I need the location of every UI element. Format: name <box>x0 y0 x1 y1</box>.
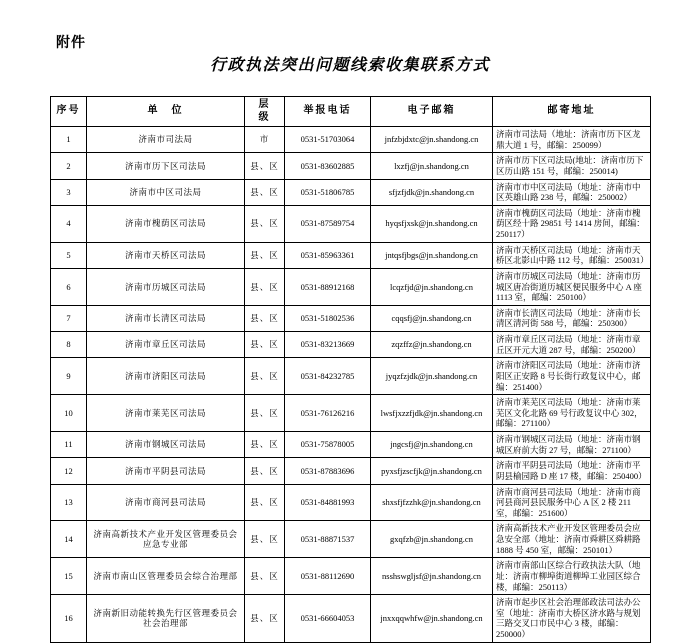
cell-level: 县、区 <box>245 595 285 643</box>
cell-index: 11 <box>51 432 87 458</box>
cell-unit: 济南市历城区司法局 <box>87 268 245 305</box>
cell-email: lcqzfjd@jn.shandong.cn <box>371 268 493 305</box>
table-header <box>51 97 651 127</box>
table-row <box>51 595 651 643</box>
cell-unit: 济南市章丘区司法局 <box>87 332 245 358</box>
cell-index: 2 <box>51 153 87 179</box>
cell-phone: 0531-51703064 <box>285 127 371 153</box>
cell-email: zqzffz@jn.shandong.cn <box>371 332 493 358</box>
table-row <box>51 305 651 331</box>
cell-unit: 济南市历下区司法局 <box>87 153 245 179</box>
table-row <box>51 558 651 595</box>
cell-address: 济南市起步区社会治理部政法司法办公室（地址：济南市大桥区济水路与规划三路交叉口市民中心 3 楼，邮编：250000） <box>493 595 651 643</box>
table-row <box>51 458 651 484</box>
cell-email: shxsfjfzzhk@jn.shandong.cn <box>371 484 493 521</box>
cell-unit: 济南市槐荫区司法局 <box>87 205 245 242</box>
cell-unit: 济南市钢城区司法局 <box>87 432 245 458</box>
col-header-phone: 举报电话 <box>285 97 371 127</box>
cell-email: lxzfj@jn.shandong.cn <box>371 153 493 179</box>
cell-unit: 济南市商河县司法局 <box>87 484 245 521</box>
cell-unit: 济南新旧动能转换先行区管理委员会社会治理部 <box>87 595 245 643</box>
cell-email: jnfzbjdxtc@jn.shandong.cn <box>371 127 493 153</box>
cell-email: sfjzfjdk@jn.shandong.cn <box>371 179 493 205</box>
page-title: 行政执法突出问题线索收集联系方式 <box>209 57 490 74</box>
cell-unit: 济南市中区司法局 <box>87 179 245 205</box>
cell-index: 7 <box>51 305 87 331</box>
cell-unit: 济南高新技术产业开发区管理委员会应急专业部 <box>87 521 245 558</box>
cell-phone: 0531-83213669 <box>285 332 371 358</box>
cell-address: 济南市平阴县司法局（地址：济南市平阴县榆园路 D 座 17 楼，邮编：250400） <box>493 458 651 484</box>
table-row <box>51 127 651 153</box>
cell-unit: 济南市天桥区司法局 <box>87 242 245 268</box>
table-header-row <box>51 97 651 127</box>
col-header-email: 电子邮箱 <box>371 97 493 127</box>
cell-phone: 0531-76126216 <box>285 395 371 432</box>
cell-index: 14 <box>51 521 87 558</box>
table-body <box>51 127 651 643</box>
cell-level: 县、区 <box>245 358 285 395</box>
cell-email: gxqfzb@jn.shandong.cn <box>371 521 493 558</box>
cell-address: 济南市南部山区综合行政执法大队（地址：济南市柳埠街道柳埠工业园区综合楼，邮编：250113） <box>493 558 651 595</box>
cell-phone: 0531-84232785 <box>285 358 371 395</box>
cell-address: 济南市天桥区司法局（地址：济南市天桥区北影山中路 112 号，邮编：250031） <box>493 242 651 268</box>
cell-index: 10 <box>51 395 87 432</box>
cell-phone: 0531-51806785 <box>285 179 371 205</box>
cell-phone: 0531-83602885 <box>285 153 371 179</box>
cell-index: 13 <box>51 484 87 521</box>
cell-phone: 0531-85963361 <box>285 242 371 268</box>
contact-table-wrapper <box>50 96 650 643</box>
cell-phone: 0531-84881993 <box>285 484 371 521</box>
cell-address: 济南市长清区司法局（地址：济南市长清区清河街 588 号，邮编：250300） <box>493 305 651 331</box>
table-row <box>51 153 651 179</box>
col-header-index: 序号 <box>51 97 87 127</box>
table-row <box>51 432 651 458</box>
cell-index: 9 <box>51 358 87 395</box>
col-header-level: 层 级 <box>245 97 285 127</box>
cell-address: 济南市司法局（地址：济南市历下区龙鼎大道 1 号，邮编：250099） <box>493 127 651 153</box>
cell-unit: 济南市莱芜区司法局 <box>87 395 245 432</box>
table-row <box>51 521 651 558</box>
cell-unit: 济南市平阴县司法局 <box>87 458 245 484</box>
table-row <box>51 484 651 521</box>
cell-phone: 0531-51802536 <box>285 305 371 331</box>
table-row <box>51 268 651 305</box>
table-row <box>51 242 651 268</box>
cell-phone: 0531-88912168 <box>285 268 371 305</box>
cell-email: jyqzfzjdk@jn.shandong.cn <box>371 358 493 395</box>
col-header-address: 邮寄地址 <box>493 97 651 127</box>
attachment-label: 附件 <box>56 36 86 51</box>
cell-level: 县、区 <box>245 521 285 558</box>
table-row <box>51 395 651 432</box>
cell-index: 6 <box>51 268 87 305</box>
cell-unit: 济南市长清区司法局 <box>87 305 245 331</box>
cell-email: jnxxqqwhfw@jn.shandong.cn <box>371 595 493 643</box>
cell-index: 3 <box>51 179 87 205</box>
cell-address: 济南市历城区司法局（地址：济南市历城区唐冶街道历城区便民服务中心 A 座 1113 室，邮编：250100） <box>493 268 651 305</box>
col-header-unit: 单 位 <box>87 97 245 127</box>
cell-email: jngcsfj@jn.shandong.cn <box>371 432 493 458</box>
cell-index: 5 <box>51 242 87 268</box>
cell-address: 济南市历下区司法局(地址：济南市历下区历山路 151 号，邮编：250014) <box>493 153 651 179</box>
cell-unit: 济南市济阳区司法局 <box>87 358 245 395</box>
cell-address: 济南市市中区司法局（地址：济南市中区英雄山路 238 号，邮编：250002） <box>493 179 651 205</box>
cell-email: nsshswgljsf@jn.shandong.cn <box>371 558 493 595</box>
cell-address: 济南市莱芜区司法局（地址：济南市莱芜区文化北路 69 号行政复议中心 302，邮编：271100） <box>493 395 651 432</box>
cell-address: 济南市槐荫区司法局（地址：济南市槐荫区经十路 29851 号 1414 房间，邮编：250117） <box>493 205 651 242</box>
table-row <box>51 332 651 358</box>
cell-level: 县、区 <box>245 432 285 458</box>
cell-level: 县、区 <box>245 305 285 331</box>
cell-level: 县、区 <box>245 268 285 305</box>
cell-level: 县、区 <box>245 332 285 358</box>
cell-email: jntqsfjbgs@jn.shandong.cn <box>371 242 493 268</box>
cell-address: 济南市济阳区司法局（地址：济南市济阳区正安路 8 号长街行政复议中心，邮编：251400） <box>493 358 651 395</box>
cell-address: 济南高新技术产业开发区管理委员会应急安全部（地址：济南市舜耕区舜耕路 1888 号 450 室，邮编：250101） <box>493 521 651 558</box>
cell-level: 县、区 <box>245 153 285 179</box>
cell-address: 济南市钢城区司法局（地址：济南市钢城区府前大街 27 号，邮编：271100） <box>493 432 651 458</box>
cell-email: pyxsfjzscfjk@jn.shandong.cn <box>371 458 493 484</box>
cell-index: 1 <box>51 127 87 153</box>
cell-index: 12 <box>51 458 87 484</box>
cell-level: 市 <box>245 127 285 153</box>
cell-address: 济南市章丘区司法局（地址：济南市章丘区开元大道 287 号，邮编：250200） <box>493 332 651 358</box>
cell-level: 县、区 <box>245 205 285 242</box>
cell-level: 县、区 <box>245 179 285 205</box>
cell-phone: 0531-88871537 <box>285 521 371 558</box>
cell-phone: 0531-87589754 <box>285 205 371 242</box>
cell-level: 县、区 <box>245 458 285 484</box>
cell-phone: 0531-75878005 <box>285 432 371 458</box>
cell-address: 济南市商河县司法局（地址：济南市商河县商河县民服务中心 A 区 2 楼 211 室，邮编：251600） <box>493 484 651 521</box>
cell-index: 16 <box>51 595 87 643</box>
cell-email: cqqsfj@jn.shandong.cn <box>371 305 493 331</box>
table-row <box>51 179 651 205</box>
cell-phone: 0531-66604053 <box>285 595 371 643</box>
cell-email: hyqsfjxsk@jn.shandong.cn <box>371 205 493 242</box>
cell-level: 县、区 <box>245 242 285 268</box>
table-row <box>51 358 651 395</box>
cell-level: 县、区 <box>245 395 285 432</box>
cell-level: 县、区 <box>245 558 285 595</box>
cell-index: 15 <box>51 558 87 595</box>
cell-unit: 济南市司法局 <box>87 127 245 153</box>
table-row <box>51 205 651 242</box>
cell-phone: 0531-88112690 <box>285 558 371 595</box>
cell-index: 8 <box>51 332 87 358</box>
cell-index: 4 <box>51 205 87 242</box>
cell-unit: 济南市南山区管理委员会综合治理部 <box>87 558 245 595</box>
cell-email: lwsfjxzzfjdk@jn.shandong.cn <box>371 395 493 432</box>
cell-level: 县、区 <box>245 484 285 521</box>
cell-phone: 0531-87883696 <box>285 458 371 484</box>
contact-table <box>50 96 651 643</box>
